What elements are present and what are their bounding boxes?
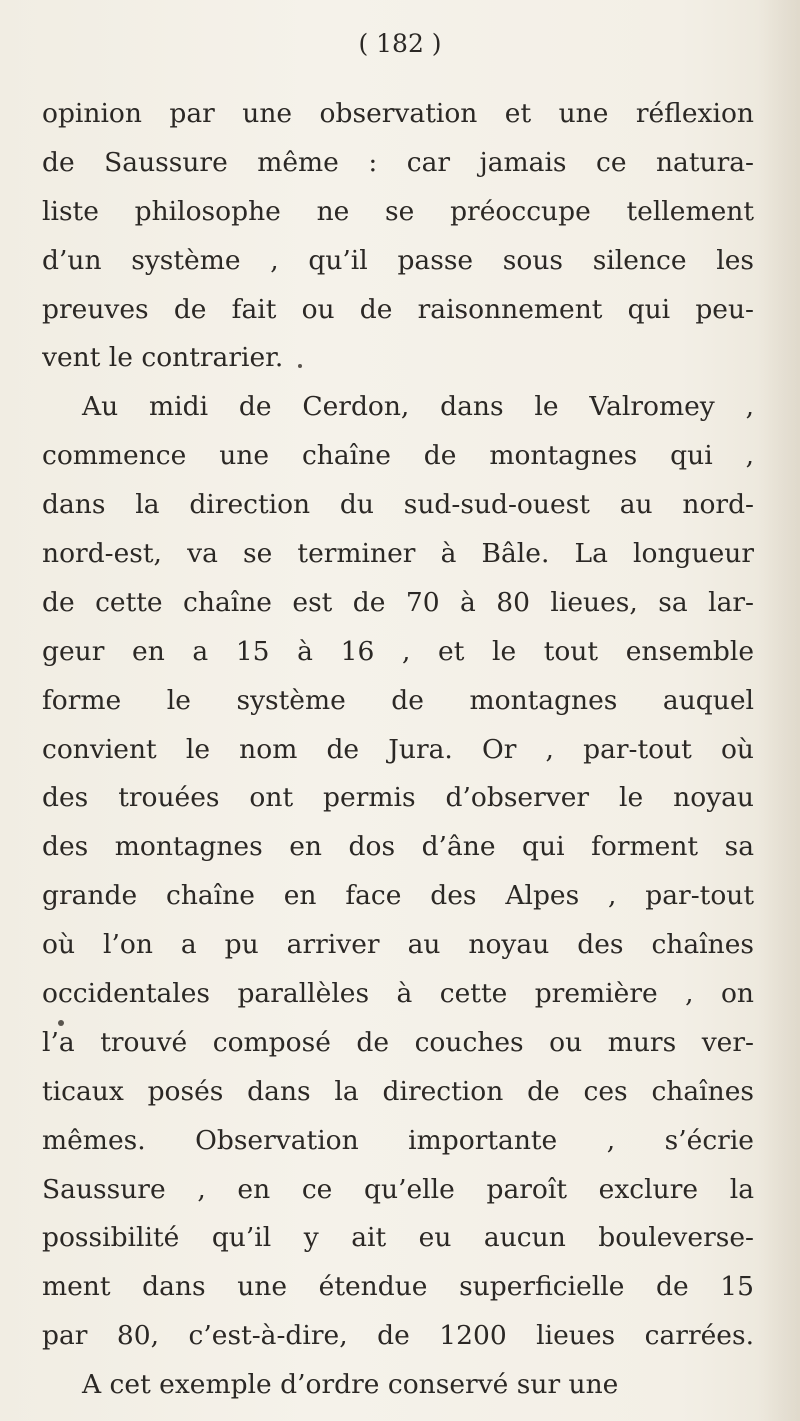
text-line: des montagnes en dos d’âne qui forment sa [42, 831, 754, 863]
text-line: possibilité qu’il y ait eu aucun bouleverse- [42, 1222, 754, 1254]
text-line: occidentales parallèles à cette première , on [42, 978, 754, 1010]
text-line: geur en a 15 à 16 , et le tout ensemble [42, 635, 754, 667]
ink-speck [298, 364, 302, 368]
text-line: nord-est, va se terminer à Bâle. La longueur [42, 538, 754, 570]
text-line: commence une chaîne de montagnes qui , [42, 440, 754, 472]
text-line: vent le contrarier. [42, 342, 284, 374]
text-line: mêmes. Observation importante , s’écrie [42, 1124, 754, 1156]
text-line: dans la direction du sud-sud-ouest au nord- [42, 489, 754, 521]
text-line: de cette chaîne est de 70 à 80 lieues, sa lar- [42, 586, 754, 618]
text-line: où l’on a pu arriver au noyau des chaînes [42, 929, 754, 961]
text-line: l’a trouvé composé de couches ou murs ver- [42, 1026, 754, 1058]
body-text [42, 90, 754, 1410]
text-line: convient le nom de Jura. Or , par-tout où [42, 733, 754, 765]
text-line: de Saussure même : car jamais ce natura- [42, 146, 754, 178]
text-line: ment dans une étendue superficielle de 15 [42, 1271, 754, 1303]
text-line: grande chaîne en face des Alpes , par-tout [42, 880, 754, 912]
text-line: ticaux posés dans la direction de ces chaînes [42, 1075, 754, 1107]
text-line: Au midi de Cerdon, dans le Valromey , [82, 391, 754, 423]
ink-speck [58, 1020, 64, 1026]
page-edge-shadow [758, 0, 800, 1421]
text-line: opinion par une observation et une réflexion [42, 98, 754, 129]
text-line: A cet exemple d’ordre conservé sur une [82, 1369, 619, 1401]
text-line: par 80, c’est-à-dire, de 1200 lieues carrées. [42, 1320, 754, 1352]
text-line: preuves de fait ou de raisonnement qui peu- [42, 293, 754, 325]
text-line: d’un système , qu’il passe sous silence les [42, 244, 754, 276]
text-line: liste philosophe ne se préoccupe tellement [42, 195, 754, 227]
text-line: des trouées ont permis d’observer le noyau [42, 782, 754, 814]
page-number: ( 182 ) [358, 29, 442, 58]
text-line: Saussure , en ce qu’elle paroît exclure la [42, 1173, 754, 1205]
text-line: forme le système de montagnes auquel [42, 684, 754, 716]
